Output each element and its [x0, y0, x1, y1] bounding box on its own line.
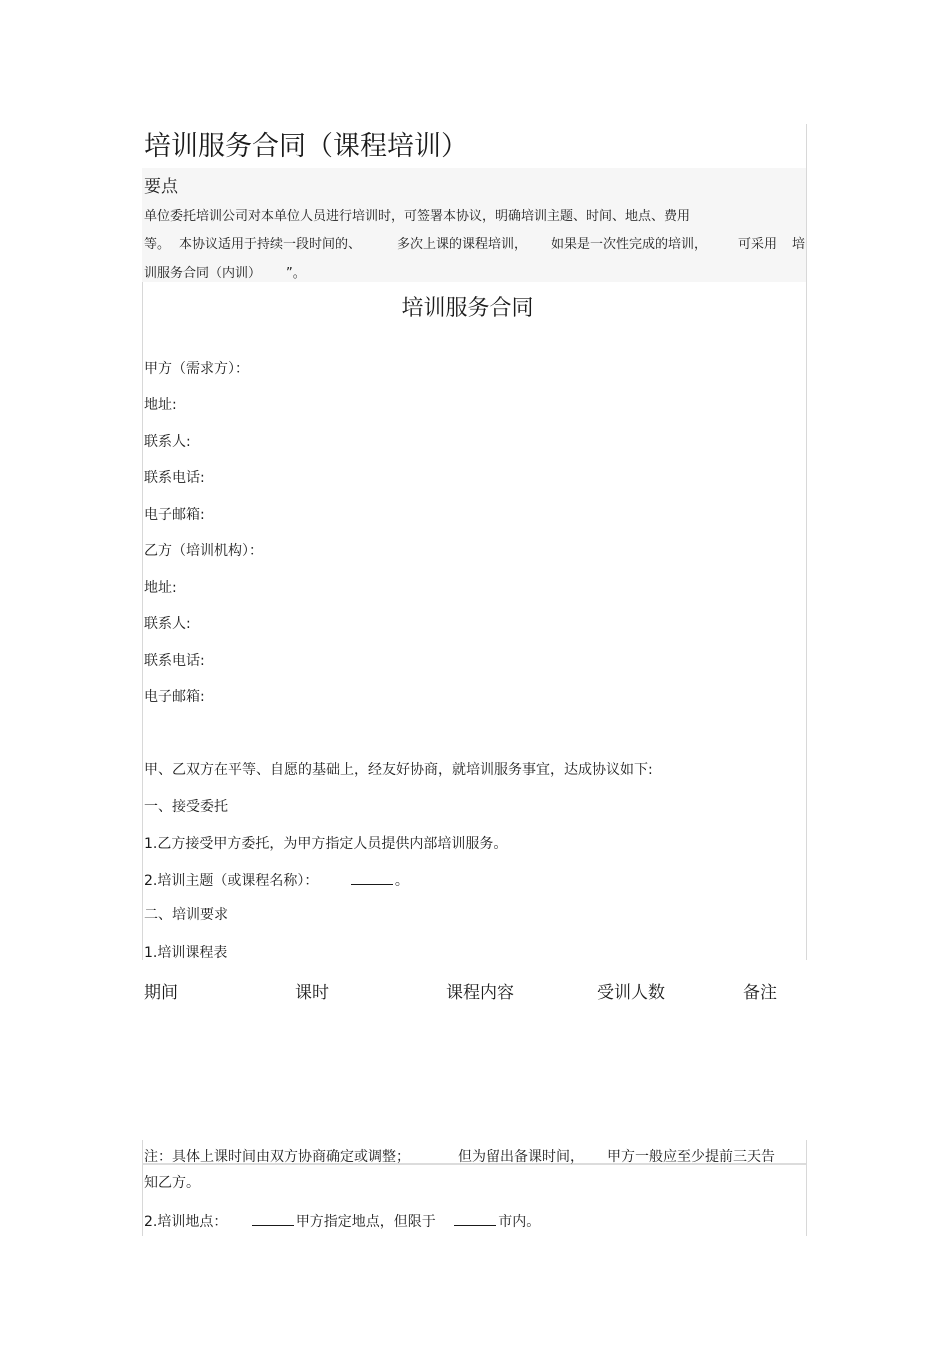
note-line-2: 知乙方。 [144, 1175, 200, 1191]
key-points-heading: 要点 [144, 177, 178, 197]
page-border-left [142, 282, 143, 960]
page-border-right-lower [806, 1140, 807, 1236]
training-location [144, 1211, 540, 1231]
location-blank-1 [252, 1213, 294, 1226]
intro-paragraph: 甲、乙双方在平等、自愿的基础上，经友好协商，就培训服务事宜，达成协议如下: [144, 762, 653, 778]
party-b-email: 电子邮箱: [144, 689, 205, 705]
table-header-period: 期间 [144, 983, 178, 1003]
section-1-item-2-suffix: 。 [394, 873, 409, 889]
party-a-address: 地址: [144, 397, 177, 413]
section-2-item-1: 1.培训课程表 [144, 945, 228, 961]
party-b-address: 地址: [144, 580, 177, 596]
section-2-title: 二、培训要求 [144, 907, 228, 923]
key-points-line-2-part-6: 培 [792, 237, 806, 252]
table-header-remarks: 备注 [743, 983, 777, 1003]
key-points-line-2-part-1: 等。 [144, 237, 171, 252]
note-part-3: 甲方一般应至少提前三天告 [607, 1149, 775, 1165]
location-blank-2 [454, 1213, 496, 1226]
location-suffix: 市内。 [498, 1214, 541, 1230]
note-part-1: 注：具体上课时间由双方协商确定或调整； [144, 1149, 410, 1165]
key-points-line-2-part-4: 如果是一次性完成的培训， [551, 237, 708, 252]
table-header-hours: 课时 [295, 983, 329, 1003]
section-1-item-2-prefix: 2.培训主题（或课程名称）： [144, 873, 319, 889]
party-a-contact: 联系人: [144, 434, 191, 450]
key-points-line-2-part-2: 本协议适用于持续一段时间的、 [179, 237, 362, 252]
document-title: 培训服务合同（课程培训） [144, 131, 468, 162]
table-header-content: 课程内容 [446, 983, 514, 1003]
key-points-line-2-part-3: 多次上课的课程培训， [397, 237, 528, 252]
key-points-line-1: 单位委托培训公司对本单位人员进行培训时，可签署本协议，明确培训主题、时间、地点、费用 [144, 209, 691, 224]
section-1-item-2 [144, 870, 409, 890]
section-1-title: 一、接受委托 [144, 799, 228, 815]
key-points-line-2-part-5: 可采用 [738, 237, 778, 252]
location-prefix: 2.培训地点： [144, 1214, 228, 1230]
party-b-phone: 联系电话: [144, 653, 205, 669]
course-name-blank [351, 872, 393, 885]
party-b-contact: 联系人: [144, 616, 191, 632]
key-points-line-3-part-2: ”。 [286, 266, 306, 281]
key-points-line-3-part-1: 训服务合同（内训） [144, 266, 262, 281]
page-border-left-lower [142, 1140, 143, 1236]
note-part-2: 但为留出备课时间， [458, 1149, 584, 1165]
party-a-phone: 联系电话: [144, 470, 205, 486]
page-border-right [806, 124, 807, 960]
section-1-item-1: 1.乙方接受甲方委托，为甲方指定人员提供内部培训服务。 [144, 836, 508, 852]
party-a-email: 电子邮箱: [144, 507, 205, 523]
party-a-label: 甲方（需求方）： [144, 361, 249, 377]
table-header-trainees: 受训人数 [597, 983, 665, 1003]
location-middle: 甲方指定地点，但限于 [295, 1214, 436, 1230]
contract-title: 培训服务合同 [401, 296, 534, 321]
party-b-label: 乙方（培训机构）： [144, 543, 263, 559]
